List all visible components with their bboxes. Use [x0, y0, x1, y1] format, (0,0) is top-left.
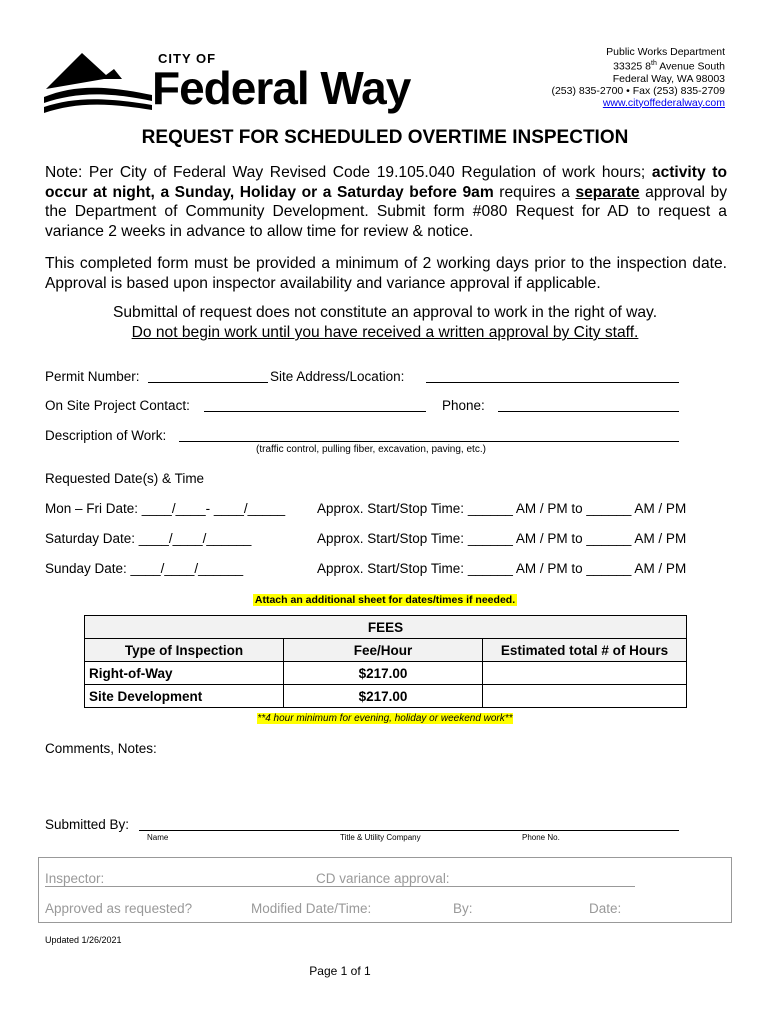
description-label: Description of Work:: [45, 428, 167, 443]
form-title: REQUEST FOR SCHEDULED OVERTIME INSPECTION: [141, 127, 629, 148]
phone-field[interactable]: [498, 411, 679, 412]
sunday-date-field[interactable]: Sunday Date: ____/____/______: [45, 561, 244, 576]
col-hours: Estimated total # of Hours: [483, 639, 687, 662]
attach-note: Attach an additional sheet for dates/times if needed.: [254, 594, 516, 606]
page-number: Page 1 of 1: [309, 964, 371, 978]
onsite-contact-field[interactable]: [204, 411, 426, 412]
permit-number-field[interactable]: [148, 382, 268, 383]
do-not-begin-note: Do not begin work until you have received a written approval by City staff.: [131, 324, 639, 341]
row-type: Site Development: [85, 685, 284, 708]
onsite-contact-label: On Site Project Contact:: [45, 398, 190, 413]
requested-dates-heading: Requested Date(s) & Time: [45, 471, 205, 486]
phone-label: Phone:: [442, 398, 485, 413]
col-fee: Fee/Hour: [284, 639, 483, 662]
col-type: Type of Inspection: [85, 639, 284, 662]
dept-name: Public Works Department: [606, 46, 725, 58]
row-hours-input[interactable]: [483, 662, 687, 685]
department-address: [551, 46, 725, 109]
fees-heading: FEES: [85, 616, 687, 639]
site-address-field[interactable]: [426, 382, 679, 383]
website-link[interactable]: www.cityoffederalway.com: [602, 96, 725, 109]
row-fee: $217.00: [284, 685, 483, 708]
submitted-by-label: Submitted By:: [45, 817, 130, 832]
phone-no-caption: Phone No.: [522, 833, 560, 842]
modified-label: Modified Date/Time:: [251, 901, 372, 916]
submitted-by-field[interactable]: [139, 830, 679, 831]
mon-fri-time-field[interactable]: Approx. Start/Stop Time: ______ AM / PM to ______ AM / PM: [317, 501, 687, 516]
inspector-field[interactable]: [45, 886, 635, 887]
sunday-time-field[interactable]: Approx. Start/Stop Time: ______ AM / PM to ______ AM / PM: [317, 561, 687, 576]
street-address: 33325 8th Avenue South: [613, 60, 725, 73]
approved-label: Approved as requested?: [45, 901, 193, 916]
fees-note: **4 hour minimum for evening, holiday or weekend work**: [257, 713, 513, 724]
table-row: [85, 662, 687, 685]
phone-fax: (253) 835-2700 • Fax (253) 835-2709: [551, 84, 725, 97]
completion-paragraph: This completed form must be provided a minimum of 2 working days prior to the inspection date. Approval is based upon inspector availability and variance approval if applicable.: [45, 255, 727, 292]
saturday-time-field[interactable]: Approx. Start/Stop Time: ______ AM / PM to ______ AM / PM: [317, 531, 687, 546]
row-fee: $217.00: [284, 662, 483, 685]
site-address-label: Site Address/Location:: [270, 369, 405, 384]
cd-variance-label: CD variance approval:: [316, 871, 450, 886]
by-label: By:: [453, 901, 473, 916]
row-hours-input[interactable]: [483, 685, 687, 708]
logo-city-text: CITY OF: [158, 51, 217, 66]
table-row: [85, 685, 687, 708]
saturday-date-field[interactable]: Saturday Date: ____/____/______: [45, 531, 252, 546]
description-hint: (traffic control, pulling fiber, excavation, paving, etc.): [256, 444, 486, 455]
name-caption: Name: [147, 833, 169, 842]
permit-number-label: Permit Number:: [45, 369, 140, 384]
comments-label: Comments, Notes:: [45, 741, 157, 756]
note-paragraph: Note: Per City of Federal Way Revised Code 19.105.040 Regulation of work hours; activity to occur at night, a Sunday, Holiday or a Saturday before 9am requires a separate approval by the Department of Community Development. Submit form #080 Request for AD to request a variance 2 weeks in advance to allow time for review & notice.: [45, 164, 728, 240]
updated-date: Updated 1/26/2021: [45, 935, 122, 945]
fees-table: [84, 615, 687, 708]
description-field[interactable]: [179, 441, 679, 442]
mon-fri-date-field[interactable]: Mon – Fri Date: ____/____- ____/_____: [45, 501, 286, 516]
submittal-note: Submittal of request does not constitute an approval to work in the right of way.: [112, 304, 658, 321]
city-logo-icon: [44, 45, 156, 117]
date-label: Date:: [589, 901, 622, 916]
row-type: Right-of-Way: [85, 662, 284, 685]
city-state: Federal Way, WA 98003: [612, 72, 725, 85]
title-company-caption: Title & Utility Company: [340, 833, 421, 842]
inspector-label: Inspector:: [45, 871, 105, 886]
logo-name-text: Federal Way: [152, 62, 411, 114]
